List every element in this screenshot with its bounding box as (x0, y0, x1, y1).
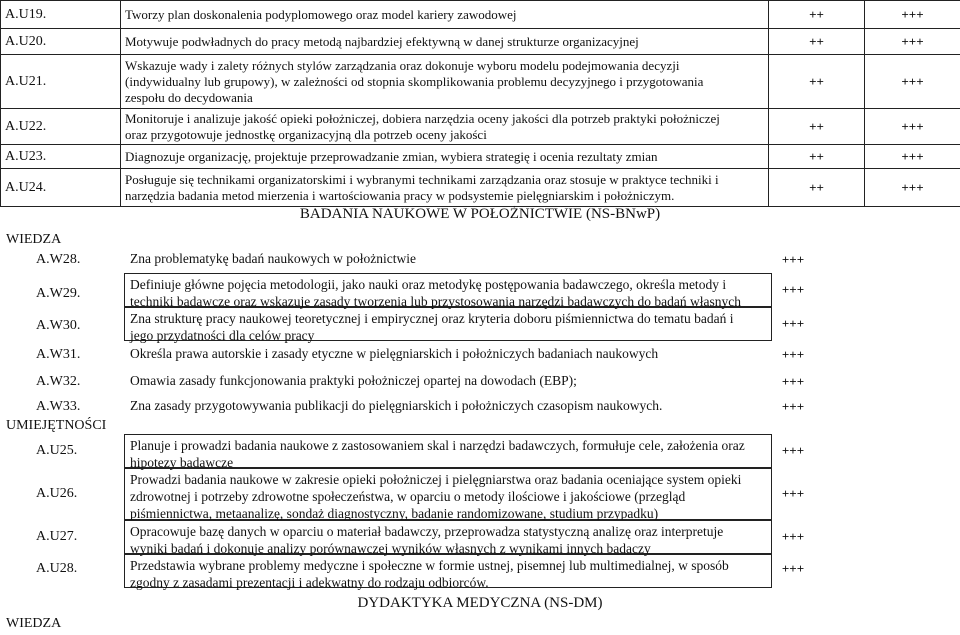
table-row (1, 29, 960, 55)
outcome-code: A.U28. (36, 561, 78, 576)
learning-outcomes-table-management (0, 0, 960, 207)
mark-level: +++ (781, 486, 805, 501)
outcome-description: Omawia zasady funkcjonowania praktyki położniczej opartej na dowodach (EBP); (130, 373, 577, 388)
outcome-code: A.U23. (1, 145, 121, 169)
table-row (1, 145, 960, 169)
mark-level-2: +++ (865, 109, 960, 145)
mark-level: +++ (781, 252, 805, 267)
mark-level-2: +++ (865, 145, 960, 169)
table-row (1, 1, 960, 29)
outcome-description: Zna problematykę badań naukowych w położnictwie (130, 251, 417, 266)
outcome-description: Planuje i prowadzi badania naukowe z zastosowaniem skal i narzędzi badawczych, formułuje cele, założenia oraz hipotezy badawcze (124, 434, 772, 468)
outcome-description: Prowadzi badania naukowe w zakresie opieki położniczej i pielęgniarstwa oraz badania oceniające system opieki zdrowotnej i potrzeby zdrowotne społeczeństwa, w oparciu o metody ilościowe i jakościowe (przegląd piśmiennictwa, metaanalizę, sondaż diagnostyczny, badanie randomizowane, studium przypadku) (124, 468, 772, 520)
mark-level-1: ++ (769, 169, 865, 207)
outcome-description: Monitoruje i analizuje jakość opieki położniczej, dobiera narzędzia oceny jakości dla potrzeb praktyki położniczej oraz przygotowuje jednostkę organizacyjną dla potrzeb oceny jakości (121, 109, 769, 145)
mark-level: +++ (781, 529, 805, 544)
table-row (1, 109, 960, 145)
outcome-description: Definiuje główne pojęcia metodologii, jako nauki oraz metodykę postępowania badawczego, określa metody i techniki badawcze oraz wskazuje zasady tworzenia lub przystosowania narzędzi badawczych do badań własnych (124, 273, 772, 307)
mark-level: +++ (781, 443, 805, 458)
section-label-wiedza-2: WIEDZA (6, 616, 62, 631)
outcome-description: Określa prawa autorskie i zasady etyczne w pielęgniarskich i położniczych badaniach naukowych (130, 346, 659, 361)
outcome-description: Tworzy plan doskonalenia podyplomowego oraz model kariery zawodowej (121, 1, 769, 29)
mark-level-2: +++ (865, 1, 960, 29)
outcome-code: A.W29. (36, 286, 81, 301)
outcome-code: A.U21. (1, 55, 121, 109)
outcome-code: A.W30. (36, 318, 81, 333)
outcome-description: Posługuje się technikami organizatorskimi i wybranymi technikami zarządzania oraz stosuje w praktyce techniki i narzędzia badania metod mierzenia i wartościowania pracy w podsystemie pielęgniarskim i położniczym. (121, 169, 769, 207)
outcome-code: A.W33. (36, 399, 81, 414)
mark-level-1: ++ (769, 109, 865, 145)
outcome-description: Diagnozuje organizację, projektuje przeprowadzanie zmian, wybiera strategię i ocenia rezultaty zmian (121, 145, 769, 169)
mark-level: +++ (781, 374, 805, 389)
mark-level-2: +++ (865, 29, 960, 55)
section-label-wiedza: WIEDZA (6, 232, 62, 247)
outcome-description: Opracowuje bazę danych w oparciu o materiał badawczy, przeprowadza statystyczną analizę oraz interpretuje wyniki badań i dokonuje analizy porównawczej wyników własnych z wynikami innych badaczy (124, 520, 772, 554)
outcome-code: A.U26. (36, 486, 78, 501)
outcome-description: Zna zasady przygotowywania publikacji do pielęgniarskich i położniczych czasopism naukowych. (130, 398, 663, 413)
outcome-code: A.U22. (1, 109, 121, 145)
outcome-code: A.W32. (36, 374, 81, 389)
outcome-code: A.W28. (36, 252, 81, 267)
mark-level-1: ++ (769, 1, 865, 29)
mark-level-2: +++ (865, 55, 960, 109)
section-title-didactics: DYDAKTYKA MEDYCZNA (NS-DM) (357, 595, 603, 611)
outcome-code: A.U20. (1, 29, 121, 55)
mark-level: +++ (781, 561, 805, 576)
section-label-umiejetnosci: UMIEJĘTNOŚCI (6, 418, 107, 433)
mark-level-1: ++ (769, 55, 865, 109)
mark-level-1: ++ (769, 145, 865, 169)
outcome-code: A.U24. (1, 169, 121, 207)
outcome-description: Zna strukturę pracy naukowej teoretycznej i empirycznej oraz kryteria doboru piśmiennictwa do tematu badań i jego przydatności dla celów pracy (124, 307, 772, 341)
table-row (1, 169, 960, 207)
table-row (1, 55, 960, 109)
mark-level-2: +++ (865, 169, 960, 207)
mark-level: +++ (781, 399, 805, 414)
outcome-description: Wskazuje wady i zalety różnych stylów zarządzania oraz dokonuje wyboru modelu podejmowania decyzji (indywidualny lub grupowy), w zależności od stopnia skomplikowania problemu decyzyjnego i przygotowania zespołu do decydowania (121, 55, 769, 109)
mark-level: +++ (781, 347, 805, 362)
outcome-description: Motywuje podwładnych do pracy metodą najbardziej efektywną w danej strukturze organizacyjnej (121, 29, 769, 55)
mark-level: +++ (781, 316, 805, 331)
outcome-code: A.U19. (1, 1, 121, 29)
outcome-code: A.W31. (36, 347, 81, 362)
mark-level-1: ++ (769, 29, 865, 55)
mark-level: +++ (781, 282, 805, 297)
outcome-description: Przedstawia wybrane problemy medyczne i społeczne w formie ustnej, pisemnej lub multimedialnej, w sposób zgodny z zasadami prezentacji i adekwatny do rodzaju odbiorców. (124, 554, 772, 588)
outcome-code: A.U25. (36, 443, 78, 458)
outcome-code: A.U27. (36, 529, 78, 544)
section-title-research: BADANIA NAUKOWE W POŁOŻNICTWIE (NS-BNwP) (299, 206, 661, 222)
